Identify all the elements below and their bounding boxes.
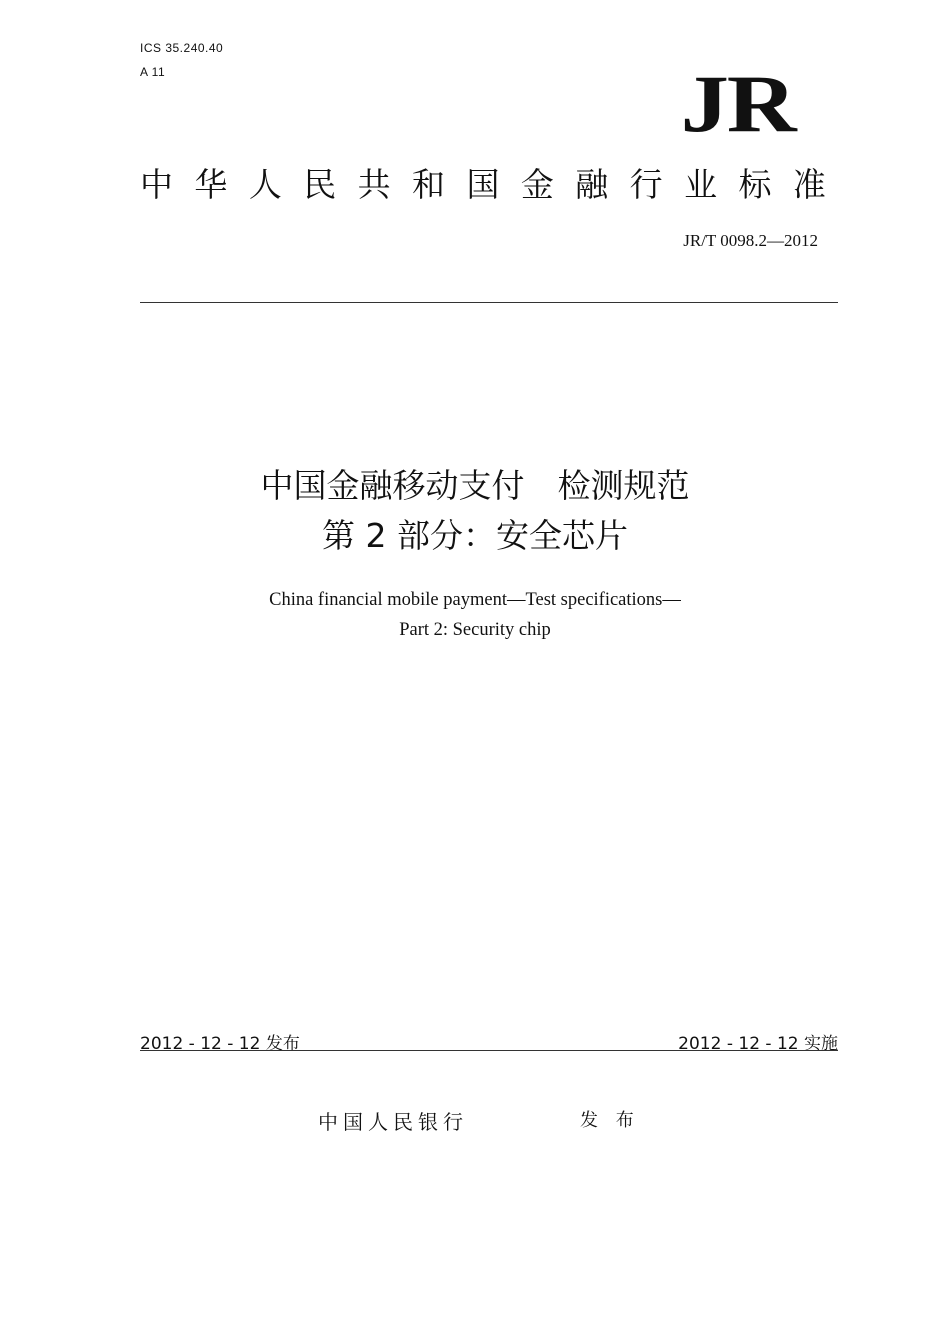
issuing-authority: 中国人民银行 xyxy=(318,1110,468,1134)
title-char: 业 xyxy=(684,165,718,204)
title-char: 华 xyxy=(194,165,228,204)
english-title-line-2: Part 2: Security chip xyxy=(399,620,551,640)
title-char: 准 xyxy=(792,165,826,204)
chinese-title-line-2: 第 2 部分：安全芯片 xyxy=(322,516,628,555)
title-char: 人 xyxy=(248,165,282,204)
title-char: 融 xyxy=(575,165,609,204)
title-char: 中 xyxy=(140,165,173,204)
chinese-title-line-1: 中国金融移动支付 检测规范 xyxy=(260,466,690,505)
ics-code: ICS 35.240.40 xyxy=(140,41,224,55)
footer-divider xyxy=(140,1050,838,1051)
standard-number: JR/T 0098.2—2012 xyxy=(683,231,818,250)
issue-date: 2012 - 12 - 12 发布 xyxy=(140,1034,300,1054)
title-char: 共 xyxy=(357,165,391,204)
title-char: 标 xyxy=(738,165,772,204)
title-char: 国 xyxy=(466,165,500,204)
title-char: 行 xyxy=(629,165,663,204)
classification-code: A 11 xyxy=(140,65,166,79)
title-char: 金 xyxy=(520,165,554,204)
header-divider xyxy=(140,302,838,303)
implementation-date: 2012 - 12 - 12 实施 xyxy=(678,1034,838,1054)
title-char: 和 xyxy=(412,165,446,204)
english-title-line-1: China financial mobile payment—Test specifications— xyxy=(269,590,681,610)
title-char: 民 xyxy=(303,165,337,204)
issue-label: 发 布 xyxy=(580,1110,640,1131)
standard-category-title xyxy=(140,166,826,204)
jr-logo: JR xyxy=(680,58,794,149)
